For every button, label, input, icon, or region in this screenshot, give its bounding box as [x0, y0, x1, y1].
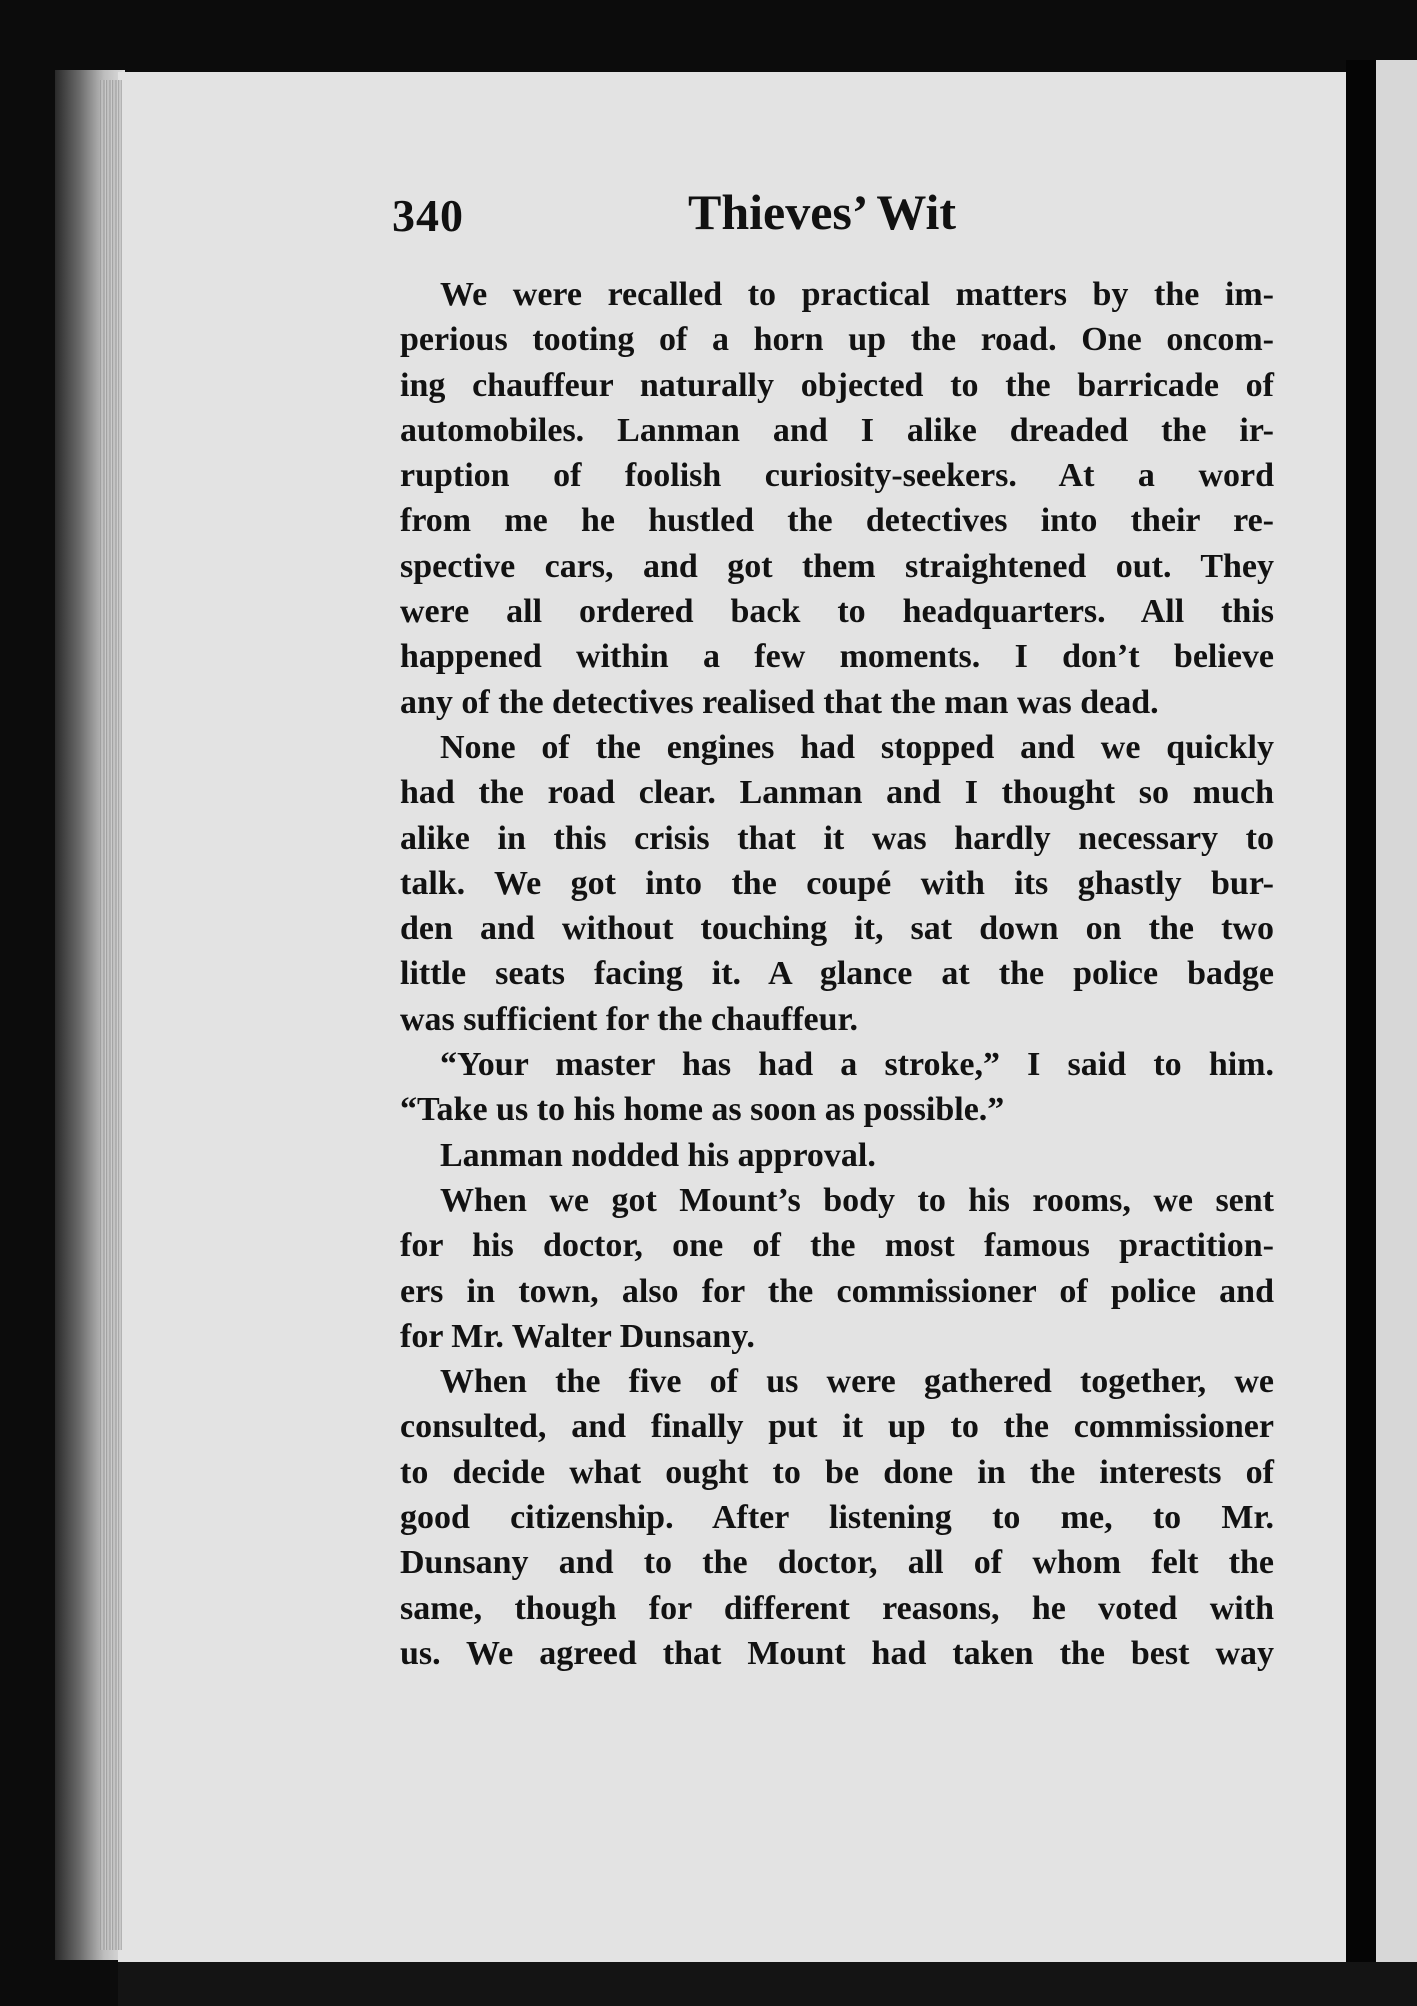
text-line: den and without touching it, sat down on the two — [400, 910, 1274, 948]
text-line: good citizenship. After listening to me, to Mr. — [400, 1499, 1274, 1537]
text-line: us. We agreed that Mount had taken the best way — [400, 1634, 1274, 1672]
text-line: alike in this crisis that it was hardly necessary to — [400, 819, 1274, 857]
text-line: When the five of us were gathered together, we — [440, 1363, 1274, 1401]
text-line: Dunsany and to the doctor, all of whom felt the — [400, 1544, 1274, 1582]
text-line: had the road clear. Lanman and I thought so much — [400, 774, 1274, 812]
text-line: perious tooting of a horn up the road. One oncom- — [400, 321, 1274, 359]
body-text — [400, 272, 1274, 1676]
text-line: Lanman nodded his approval. — [440, 1136, 876, 1174]
paragraph — [400, 725, 1274, 1042]
text-line: automobiles. Lanman and I alike dreaded the ir- — [400, 411, 1274, 449]
text-line: were all ordered back to headquarters. All this — [400, 593, 1274, 631]
text-line: We were recalled to practical matters by the im- — [440, 276, 1274, 313]
text-line: any of the detectives realised that the man was dead. — [400, 683, 1159, 721]
text-line: ers in town, also for the commissioner of police and — [400, 1272, 1274, 1310]
text-line: consulted, and finally put it up to the commissioner — [400, 1408, 1274, 1446]
text-line: from me he hustled the detectives into their re- — [400, 502, 1274, 540]
text-line: talk. We got into the coupé with its ghastly bur- — [400, 864, 1274, 902]
text-line: None of the engines had stopped and we quickly — [440, 728, 1274, 766]
text-line: for his doctor, one of the most famous practition- — [400, 1227, 1274, 1265]
paragraph — [400, 1178, 1274, 1359]
text-line: same, though for different reasons, he voted with — [400, 1589, 1274, 1627]
paragraph — [400, 1359, 1274, 1676]
text-line: ing chauffeur naturally objected to the barricade of — [400, 366, 1274, 404]
facing-page-sliver — [1376, 60, 1417, 1970]
text-line: for Mr. Walter Dunsany. — [400, 1317, 755, 1355]
text-line: little seats facing it. A glance at the police badge — [400, 955, 1274, 993]
text-line: was sufficient for the chauffeur. — [400, 1000, 859, 1038]
text-line: “Your master has had a stroke,” I said to him. — [440, 1046, 1274, 1084]
page-number: 340 — [392, 190, 464, 241]
text-line: ruption of foolish curiosity-seekers. At a word — [400, 457, 1274, 495]
bottom-scan-border — [118, 1962, 1417, 2006]
text-line: spective cars, and got them straightened out. They — [400, 547, 1274, 585]
text-line: When we got Mount’s body to his rooms, we sent — [440, 1181, 1274, 1219]
text-line: “Take us to his home as soon as possible.” — [400, 1091, 1005, 1129]
text-line: happened within a few moments. I don’t believe — [400, 638, 1274, 676]
binding-edge — [100, 80, 122, 1950]
right-page-edge — [1346, 60, 1376, 1970]
paragraph — [400, 1042, 1274, 1133]
text-line: to decide what ought to be done in the interests of — [400, 1453, 1274, 1491]
paragraph — [400, 272, 1274, 725]
running-head — [392, 183, 992, 253]
running-title: Thieves’ Wit — [688, 184, 957, 240]
paragraph — [400, 1133, 1274, 1178]
